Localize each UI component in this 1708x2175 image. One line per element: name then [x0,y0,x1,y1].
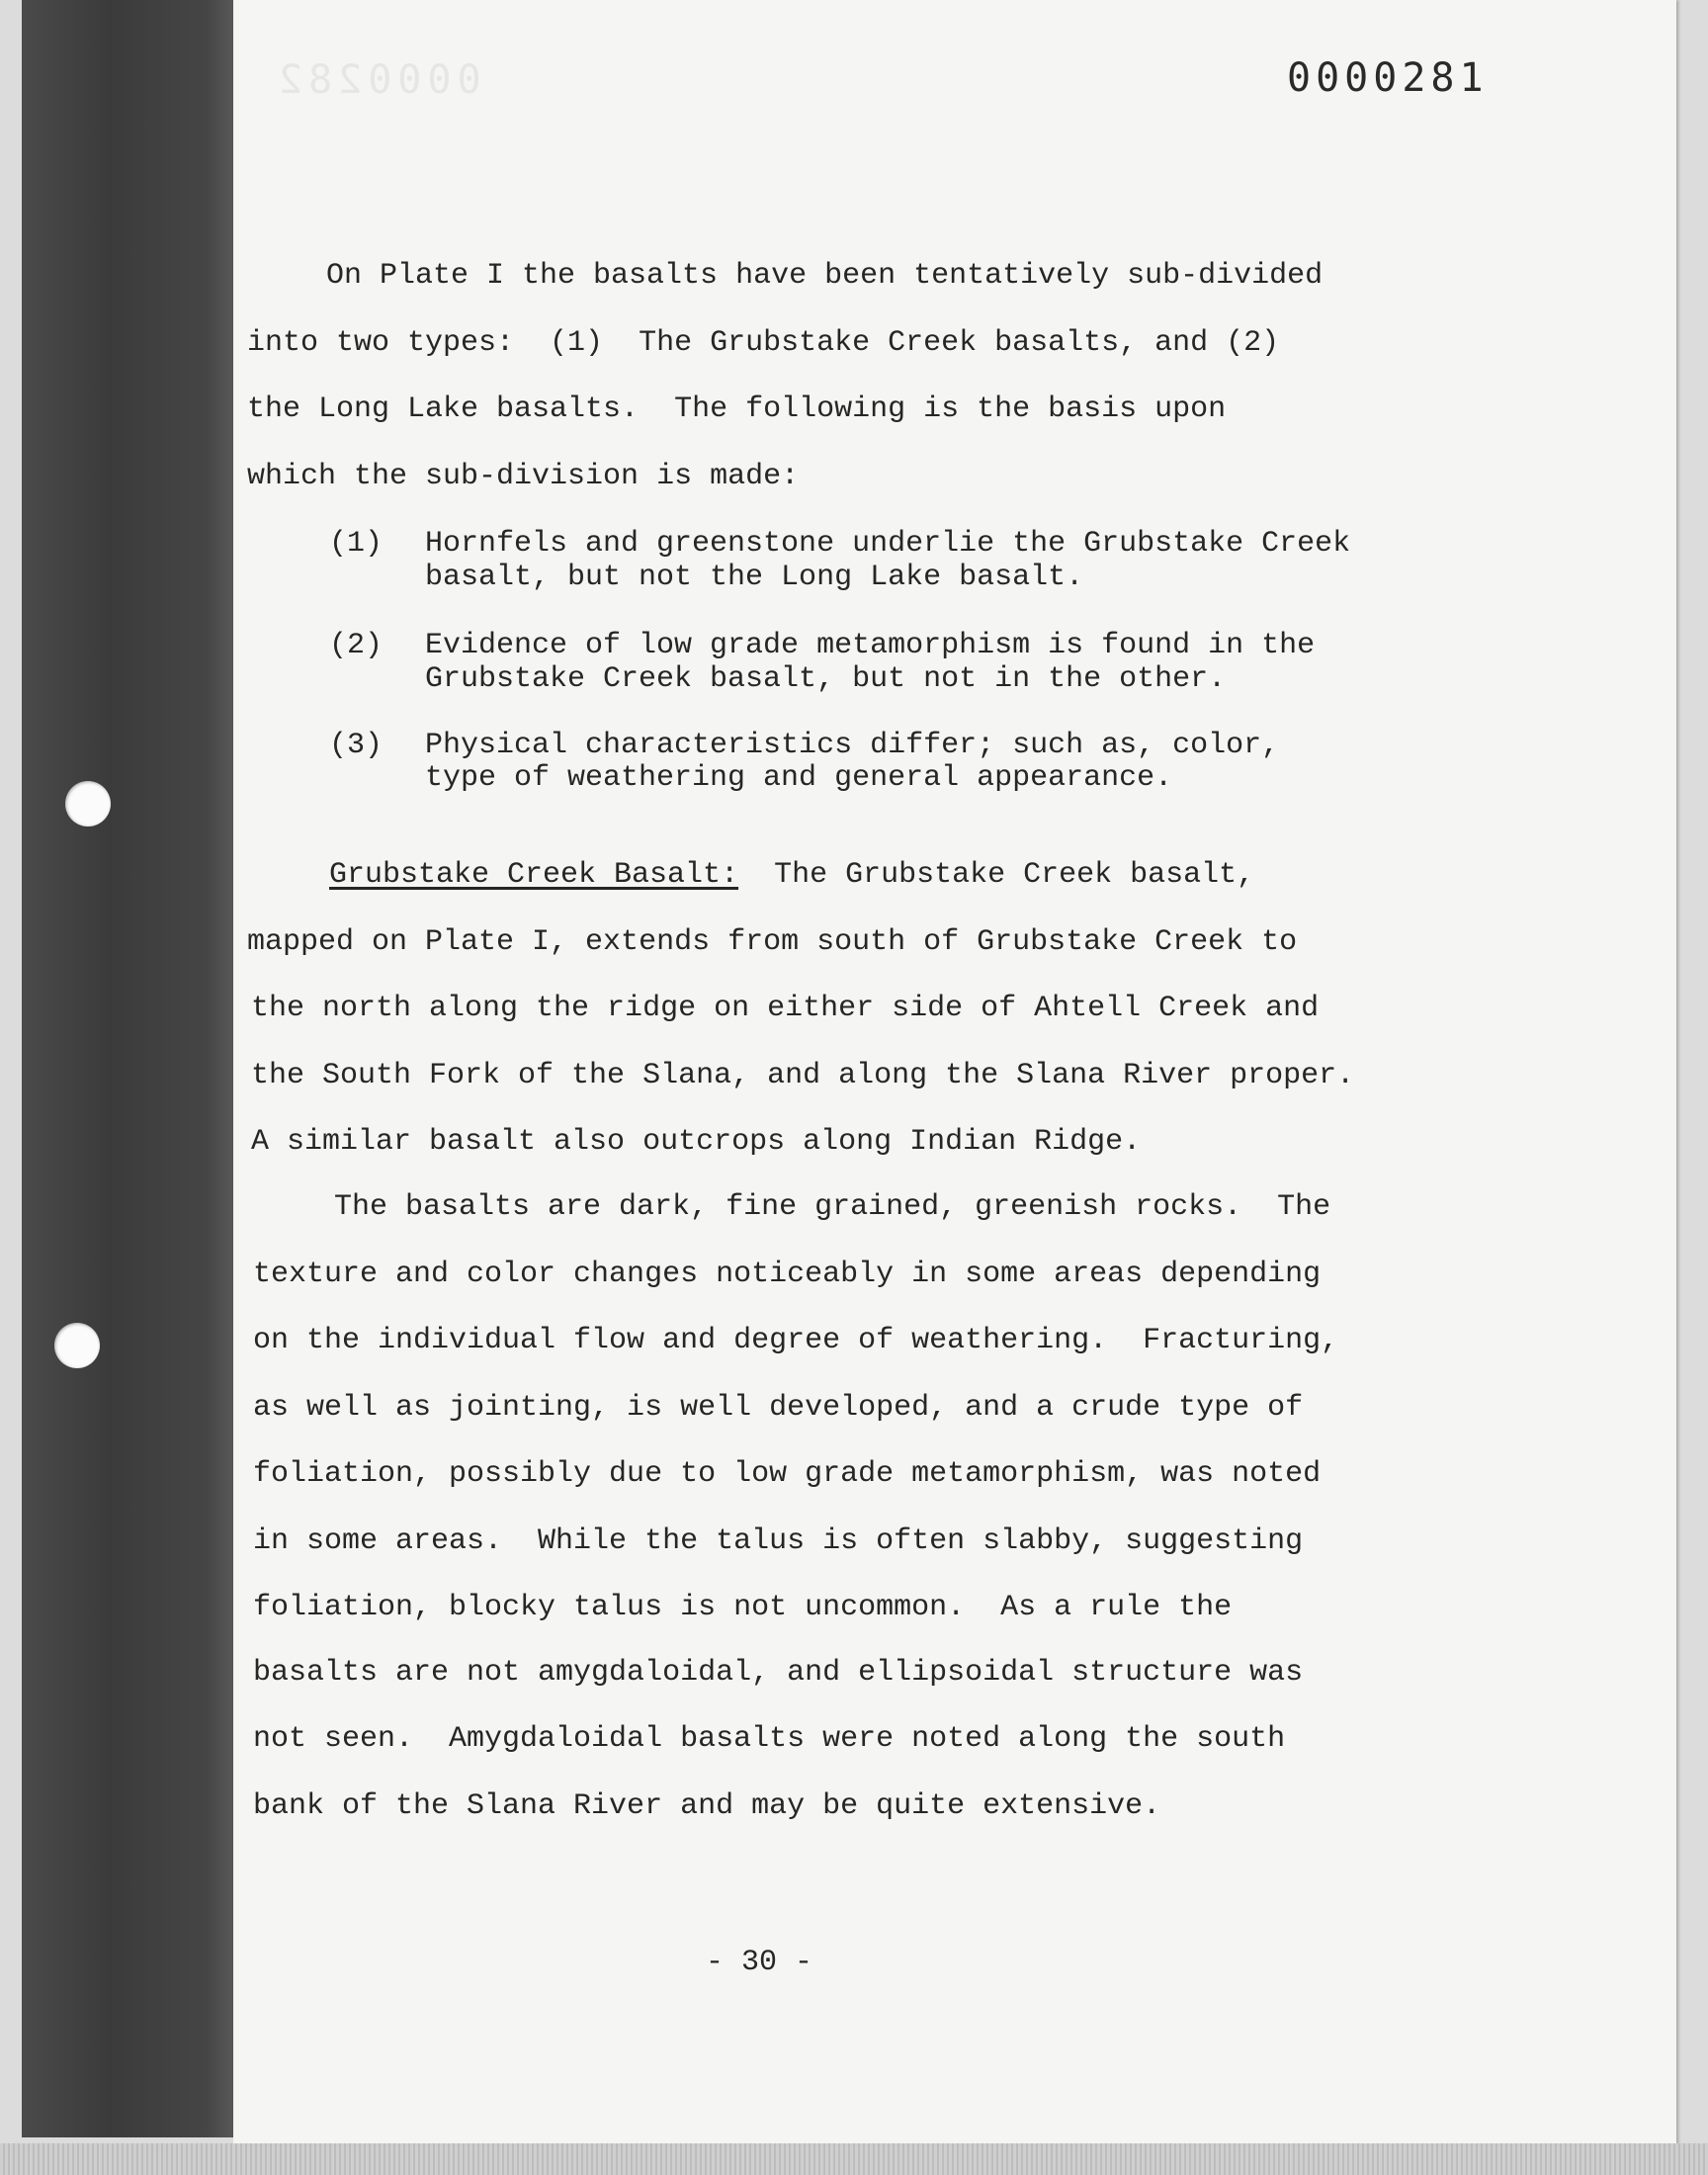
para3-line5: foliation, possibly due to low grade metamorphism, was noted [253,1457,1322,1491]
para3-line4: as well as jointing, is well developed, and a crude type of [253,1391,1304,1425]
para1-line1: On Plate I the basalts have been tentatively sub-divided [326,259,1324,293]
para1-line2: into two types: (1) The Grubstake Creek basalts, and (2) [247,326,1280,360]
para2-line1 [329,858,1254,892]
para3-line6: in some areas. While the talus is often slabby, suggesting [253,1524,1304,1558]
list-item-line: Hornfels and greenstone underlie the Grubstake Creek [425,527,1351,561]
bleed-through-number: 0000282 [273,57,481,103]
section-heading: Grubstake Creek Basalt: [329,858,739,892]
para2-line2: mapped on Plate I, extends from south of Grubstake Creek to [247,925,1298,959]
list-item-number: (3) [329,729,384,762]
para2-line1-rest: The Grubstake Creek basalt, [738,858,1255,892]
list-item-line: type of weathering and general appearance. [425,761,1173,795]
list-item-line: Evidence of low grade metamorphism is found in the [425,629,1316,662]
punch-hole-lower [54,1323,100,1368]
binder-spine [22,0,237,2137]
para3-line7: foliation, blocky talus is not uncommon. As a rule the [253,1591,1233,1624]
para2-line5: A similar basalt also outcrops along Indian Ridge. [251,1125,1142,1159]
scan-edge [0,2143,1708,2175]
list-item-line: basalt, but not the Long Lake basalt. [425,561,1084,594]
para2-line3: the north along the ridge on either side of Ahtell Creek and [251,992,1320,1025]
punch-hole-upper [65,781,111,826]
para1-line4: which the sub-division is made: [247,460,800,493]
para2-line4: the South Fork of the Slana, and along the Slana River proper. [251,1059,1355,1092]
page-number: - 30 - [706,1946,813,1979]
list-item-line: Grubstake Creek basalt, but not in the other. [425,662,1227,696]
list-item-number: (2) [329,629,384,662]
para3-line8: basalts are not amygdaloidal, and ellipsoidal structure was [253,1656,1304,1690]
list-item-line: Physical characteristics differ; such as, color, [425,729,1280,762]
para3-line2: texture and color changes noticeably in some areas depending [253,1258,1322,1291]
para3-line9: not seen. Amygdaloidal basalts were noted along the south [253,1722,1286,1756]
para1-line3: the Long Lake basalts. The following is the basis upon [247,392,1227,426]
para3-line10: bank of the Slana River and may be quite extensive. [253,1789,1161,1823]
list-item-number: (1) [329,527,384,561]
document-number: 0000281 [1287,55,1489,101]
para3-line3: on the individual flow and degree of weathering. Fracturing, [253,1324,1339,1357]
para3-line1: The basalts are dark, fine grained, greenish rocks. The [334,1190,1331,1224]
